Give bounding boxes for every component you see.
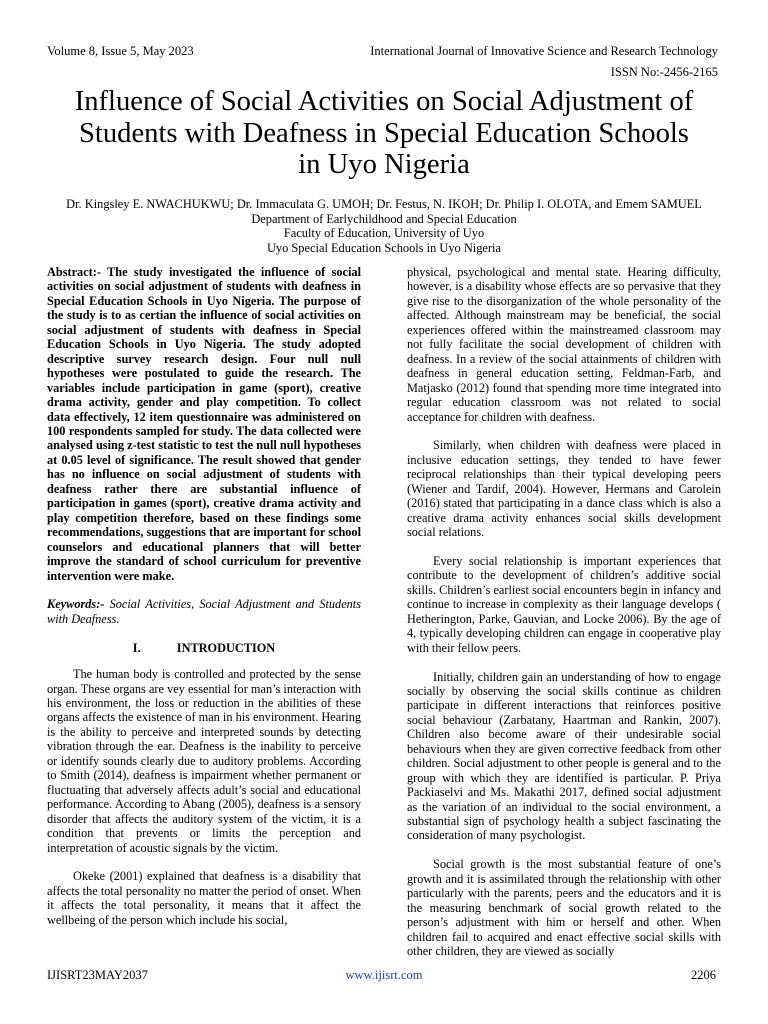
author-department: Department of Earlychildhood and Special Education (251, 211, 517, 226)
abstract-text: The study investigated the influence of social activities on social adjustment of students with deafness in Special Education Schools in Uyo Nigeria. The purpose of the study is to as certian the influence of social activities on social adjustment of students with deafness in Special Education Schools in Uyo Nigeria. The study adopted descriptive survey research design. Four null null hypotheses were postulated to guide the research. The variables include participation in game (sport), creative drama activity, gender and play competition. To collect data effectively, 12 item questionnaire was administered on 100 respondents sampled for study. The data collected were analysed using z-test statistic to test the null null hypotheses at 0.05 level of significance. The result showed that gender has no influence on social adjustment of students with deafness rather there are substantial influence of participation in games (sport), creative drama activity and play competition therefore, based on these findings some recommendations, suggestions that are important for school counselors and educational planners that will better improve the standard of school curriculum for preventive intervention were make. (47, 265, 361, 583)
journal-name: International Journal of Innovative Science and Research Technology (370, 44, 718, 58)
volume-info: Volume 8, Issue 5, May 2023 (47, 44, 194, 58)
title-line: in Uyo Nigeria (298, 149, 470, 180)
author-names: Dr. Kingsley E. NWACHUKWU; Dr. Immaculata G. UMOH; Dr. Festus, N. IKOH; Dr. Philip I. OLOTA, and Emem SAMUEL (66, 197, 702, 211)
right-column (407, 265, 721, 973)
keywords (47, 597, 361, 626)
body-paragraph: The human body is controlled and protected by the sense organ. These organs are vey essential for man’s interaction with his environment, the loss or reduction in the abilities of these organs affects the existence of man in his environment. Hearing is the ability to perceive and interpreted sounds by detecting vibration through the ear. Deafness is the inability to perceive or identify sounds clearly due to auditory problems. According to Smith (2014), deafness is impairment whether permanent or fluctuating that adversely affects adult’s social and educational performance. According to Abang (2005), deafness is a sensory disorder that affects the auditory system of the victim, it is a condition that prevents or limits the perception and interpretation of acoustic signals by the victim. (47, 667, 361, 855)
journal-url-link[interactable]: www.ijisrt.com (345, 968, 423, 982)
paper-title (30, 86, 738, 181)
author-location: Uyo Special Education Schools in Uyo Nigeria (266, 240, 501, 255)
body-paragraph: Every social relationship is important experiences that contribute to the development of children’s additive social skills. Children’s earliest social encounters begin in infancy and continue to increase in complexity as their language develops ( Hetherington, Parke, Gauvian, and Locke 2006). By the age of 4, typically developing children can engage in cooperative play with their fellow peers. (407, 553, 721, 655)
left-column (47, 265, 361, 942)
body-paragraph-continued: physical, psychological and mental state. Hearing difficulty, however, is a disability whose effects are so pervasive that they give rise to the disorganization of the whole personality of the affected. Although mainstream may be beneficial, the social experiences offered within the mainstreamed classroom may not fully facilitate the social development of children with deafness. In a review of the social attainments of children with deafness in general education setting, Feldman-Farb, and Matjasko (2012) found that spending more time integrated into regular education classroom was not related to social acceptance for children with deafness. (407, 265, 721, 424)
title-line: Students with Deafness in Special Education Schools (79, 117, 689, 149)
body-paragraph: Initially, children gain an understanding of how to engage socially by observing the social skills continue as children participate in different interactions that reinforces positive social behaviour (Zarbatany, Haartman and Rankin, 2007). Children also become aware of their undesirable social behaviours when they are given corrective feedback from other children. Social adjustment to other people is general and to the group with which they are identified is particular. P. Priya Packiaselvi and Ms. Makathi 2017, defined social adjustment as the variation of an individual to the social environment, a substantial sign of psychology health a subject fascinating the consideration of many psychologist. (407, 669, 721, 843)
title-line: Influence of Social Activities on Social Adjustment of (74, 86, 694, 117)
section-heading (47, 641, 361, 655)
issn: ISSN No:-2456-2165 (610, 65, 718, 79)
body-paragraph: Similarly, when children with deafness were placed in inclusive education settings, they tended to have fewer reciprocal relationships than their typical developing peers (Wiener and Tardif, 2004). However, Hermans and Carolein (2016) stated that participating in a dance class which is also a creative drama activity enhances social skills development social relations. (407, 438, 721, 540)
author-faculty: Faculty of Education, University of Uyo (283, 226, 485, 241)
page-number: 2206 (691, 968, 716, 982)
body-paragraph: Social growth is the most substantial feature of one’s growth and it is assimilated through the relationship with other particularly with the parents, peers and the educators and it is the measuring benchmark of social growth related to the person’s adjustment with him or herself and other. When children fail to acquired and enact effective social skills with other children, they are viewed as socially (407, 857, 721, 959)
abstract (47, 265, 361, 583)
section-title: INTRODUCTION (176, 640, 276, 655)
abstract-label: Abstract:- (47, 265, 101, 279)
section-number: I. (132, 640, 141, 655)
keywords-label: Keywords:- (47, 597, 105, 612)
keywords-text: Social Activities, Social Adjustment and Students with Deafness. (47, 597, 361, 626)
author-block (20, 197, 748, 255)
body-paragraph: Okeke (2001) explained that deafness is a disability that affects the total personality no matter the period of onset. When it affects the total personality, it means that it affect the wellbeing of the person which include his social, (47, 869, 361, 927)
article-code: IJISRT23MAY2037 (47, 968, 148, 982)
